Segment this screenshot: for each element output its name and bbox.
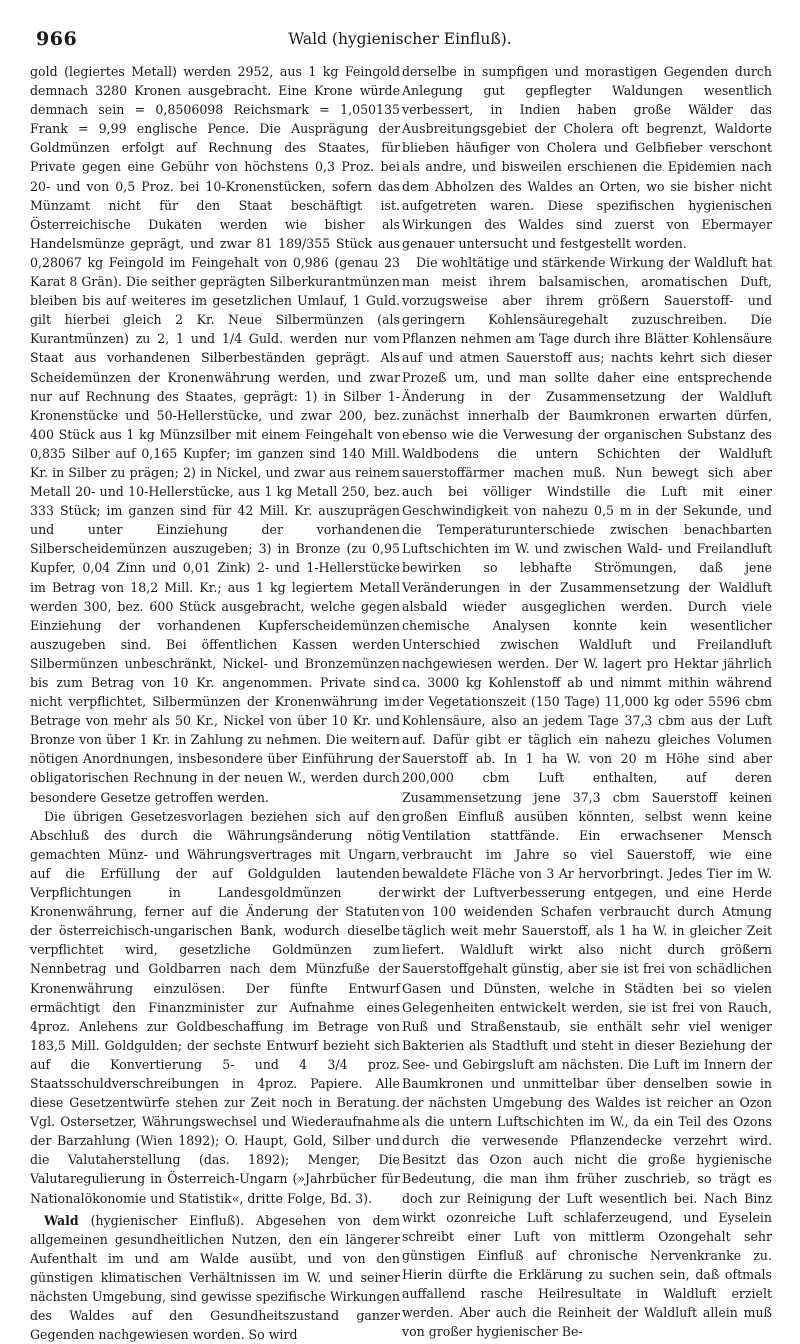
- paragraph: gold (legiertes Metall) werden 2952, aus 1 kg Feingold demnach 3280 Kronen ausgebracht. Eine Krone würde demnach sein = 0,8506098 Reichsmark = 1,050135 Frank = 9,99 englische Pence. Die Ausprägung der Goldmünzen erfolgt auf Rechnung des Staates, für Private gegen eine Gebühr von höchstens 0,3 Proz. bei 20- und von 0,5 Proz. bei 10-Kronenstücken, sofern das Münzamt nicht für den Staat beschäftigt ist. Österreichische Dukaten werden wie bisher als Handelsmünze geprägt, und zwar 81 189/355 Stück aus 0,28067 kg Feingold im Feingehalt von 0,986 (genau 23 Karat 8 Grän). Die seither geprägten Silberkurantmünzen bleiben bis auf weiteres im gesetzlichen Umlauf, 1 Guld. gilt hierbei gleich 2 Kr. Neue Silbermünzen (als Kurantmünzen) zu 2, 1 und 1/4 Guld. werden nur vom Staat aus vorhandenen Silberbeständen geprägt. Als Scheidemünzen der Kronenwährung werden, und zwar nur auf Rechnung des Staates, geprägt: 1) in Silber 1-Kronenstücke und 50-Hellerstücke, und zwar 200, bez. 400 Stück aus 1 kg Münzsilber mit einem Feingehalt von 0,835 Silber auf 0,165 Kupfer; im ganzen sind 140 Mill. Kr. in Silber zu prägen; 2) in Nickel, und zwar aus reinem Metall 20- und 10-Hellerstücke, aus 1 kg Metall 250, bez. 333 Stück; im ganzen sind für 42 Mill. Kr. auszuprägen und unter Einziehung der vorhandenen Silberscheidemünzen auszugeben; 3) in Bronze (zu 0,95 Kupfer, 0,04 Zinn und 0,01 Zink) 2- und 1-Hellerstücke im Betrag von 18,2 Mill. Kr.; aus 1 kg legiertem Metall werden 300, bez. 600 Stück ausgebracht, welche gegen Einziehung der vorhandenen Kupferscheidemünzen auszugeben sind. Bei öffentlichen Kassen werden Silbermünzen unbeschränkt, Nickel- und Bronzemünzen bis zum Betrag von 10 Kr. angenommen. Private sind nicht verpflichtet, Silbermünzen der Kronenwährung im Betrage von mehr als 50 Kr., Nickel von über 10 Kr. und Bronze von über 1 Kr. in Zahlung zu nehmen. Die weitern nötigen Anordnungen, insbesondere über Einführung der obligatorischen Rechnung in der neuen W., werden durch besondere Gesetze getroffen werden.: [30, 64, 400, 805]
- left-column: [30, 62, 400, 1344]
- paragraph: Die wohltätige und stärkende Wirkung der Waldluft hat man meist ihrem balsamischen, aromatischen Duft, vorzugsweise aber ihrem größern Sauerstoff- und geringern Kohlensäuregehalt zuzuschreiben. Die Pflanzen nehmen am Tage durch ihre Blätter Kohlensäure auf und atmen Sauerstoff aus; nachts kehrt sich dieser Prozeß um, und man sollte daher eine entsprechende Änderung in der Zusammensetzung der Waldluft zunächst innerhalb der Baumkronen erwarten dürfen, ebenso wie die Verwesung der organischen Substanz des Waldbodens die untern Schichten der Waldluft sauerstoffärmer machen muß. Nun bewegt sich aber auch bei völliger Windstille die Luft mit einer Geschwindigkeit von nahezu 0,5 m in der Sekunde, und die Temperaturunterschiede zwischen benachbarten Luftschichten im W. und zwischen Wald- und Freilandluft bewirken so lebhafte Strömungen, daß jene Veränderungen in der Zusammensetzung der Waldluft alsbald wieder ausgeglichen werden. Durch viele chemische Analysen konnte kein wesentlicher Unterschied zwischen Waldluft und Freilandluft nachgewiesen werden. Der W. lagert pro Hektar jährlich ca. 3000 kg Kohlenstoff ab und nimmt mithin während der Vegetationszeit (150 Tage) 11,000 kg oder 5596 cbm Kohlensäure, also an jedem Tage 37,3 cbm aus der Luft auf. Dafür gibt er täglich ein nahezu gleiches Volumen Sauerstoff ab. In 1 ha W. von 20 m Höhe sind aber 200,000 cbm Luft enthalten, auf deren Zusammensetzung jene 37,3 cbm Sauerstoff keinen großen Einfluß ausüben könnten, selbst wenn keine Ventilation stattfände. Ein erwachsener Mensch verbraucht im Jahre so viel Sauerstoff, wie eine bewaldete Fläche von 3 Ar hervorbringt. Jedes Tier im W. wirkt der Luftverbesserung entgegen, und eine Herde von 100 weidenden Schafen verbraucht durch Atmung täglich weit mehr Sauerstoff, als 1 ha W. in gleicher Zeit liefert. Waldluft wirkt also nicht durch größern Sauerstoffgehalt günstig, aber sie ist frei von schädlichen Gasen und Dünsten, welche in Städten bei so vielen Gelegenheiten entwickelt werden, sie ist frei von Rauch, Ruß und Straßenstaub, sie enthält sehr viel weniger Bakterien als Stadtluft und steht in dieser Beziehung der See- und Gebirgsluft am nächsten. Die Luft im Innern der Baumkronen und unmittelbar über denselben sowie in der nächsten Umgebung des Waldes ist reicher an Ozon als die untern Luftschichten im W., da ein Teil des Ozons durch die verwesende Pflanzendecke verzehrt wird. Besitzt das Ozon auch nicht die große hygienische Bedeutung, die man ihm früher zuschrieb, so trägt es doch zur Reinigung der Luft wesentlich bei. Nach Binz wirkt ozonreiche Luft schlaferzeugend, und Eyselein schreibt einer Luft von mittlerm Ozongehalt sehr günstigen Einfluß auf chronische Nervenkranke zu. Hierin dürfte die Erklärung zu suchen sein, daß oftmals auffallend rasche Heilresultate in Waldluft erzielt werden. Aber auch die Reinheit der Waldluft allein muß von großer hygienischer Be-: [402, 254, 772, 1340]
- paragraph: derselbe in sumpfigen und morastigen Gegenden durch Anlegung gut gepflegter Waldungen wesentlich verbessert, in Indien haben große Wälder das Ausbreitungsgebiet der Cholera oft begrenzt, Waldorte blieben häufiger von Cholera und Gelbfieber verschont als andre, und bisweilen erschienen die Epidemien nach dem Abholzen des Waldes an Orten, wo sie bisher nicht aufgetreten waren. Diese spezifischen hygienischen Wirkungen des Waldes sind zuerst von Ebermayer genauer untersucht und festgestellt worden.: [402, 64, 772, 251]
- paragraph: Die übrigen Gesetzesvorlagen beziehen sich auf den Abschluß des durch die Währungsänderung nötig gemachten Münz- und Währungsvertrages mit Ungarn, auf die Erfüllung der auf Goldgulden lautenden Verpflichtungen in Landesgoldmünzen der Kronenwährung, ferner auf die Änderung der Statuten der österreichisch-ungarischen Bank, wodurch dieselbe verpflichtet wird, gesetzliche Goldmünzen zum Nennbetrag und Goldbarren nach dem Münzfuße der Kronenwährung einzulösen. Der fünfte Entwurf ermächtigt den Finanzminister zur Aufnahme eines 4proz. Anlehens zur Goldbeschaffung im Betrage von 183,5 Mill. Goldgulden; der sechste Entwurf bezieht sich auf die Konvertierung 5- und 4 3/4 proz. Staatsschuldverschreibungen in 4proz. Papiere. Alle diese Gesetzentwürfe stehen zur Zeit noch in Beratung. Vgl. Ostersetzer, Währungswechsel und Wiederaufnahme der Barzahlung (Wien 1892); O. Haupt, Gold, Silber und die Valutaherstellung (das. 1892); Menger, Die Valutaregulierung in Österreich-Ungarn (»Jahrbücher für Nationalökonomie und Statistik«, dritte Folge, Bd. 3).: [30, 808, 400, 1206]
- entry-text: (hygienischer Einfluß). Abgesehen von dem allgemeinen gesundheitlichen Nutzen, den ein längerer Aufenthalt im und am Walde ausübt, und von den günstigen klimatischen Verhältnissen im W. und seiner nächsten Umgebung, sind gewisse spezifische Wirkungen des Waldes auf den Gesundheitszustand ganzer Gegenden nachgewiesen worden. So wird: [30, 1212, 400, 1343]
- running-head: Wald (hygienischer Einfluß).: [288, 30, 512, 48]
- page-number: 966: [36, 28, 78, 50]
- page-header: [28, 26, 772, 56]
- entry-headword: Wald: [44, 1212, 79, 1228]
- entry-paragraph: [30, 1211, 400, 1344]
- right-column: [402, 62, 772, 1341]
